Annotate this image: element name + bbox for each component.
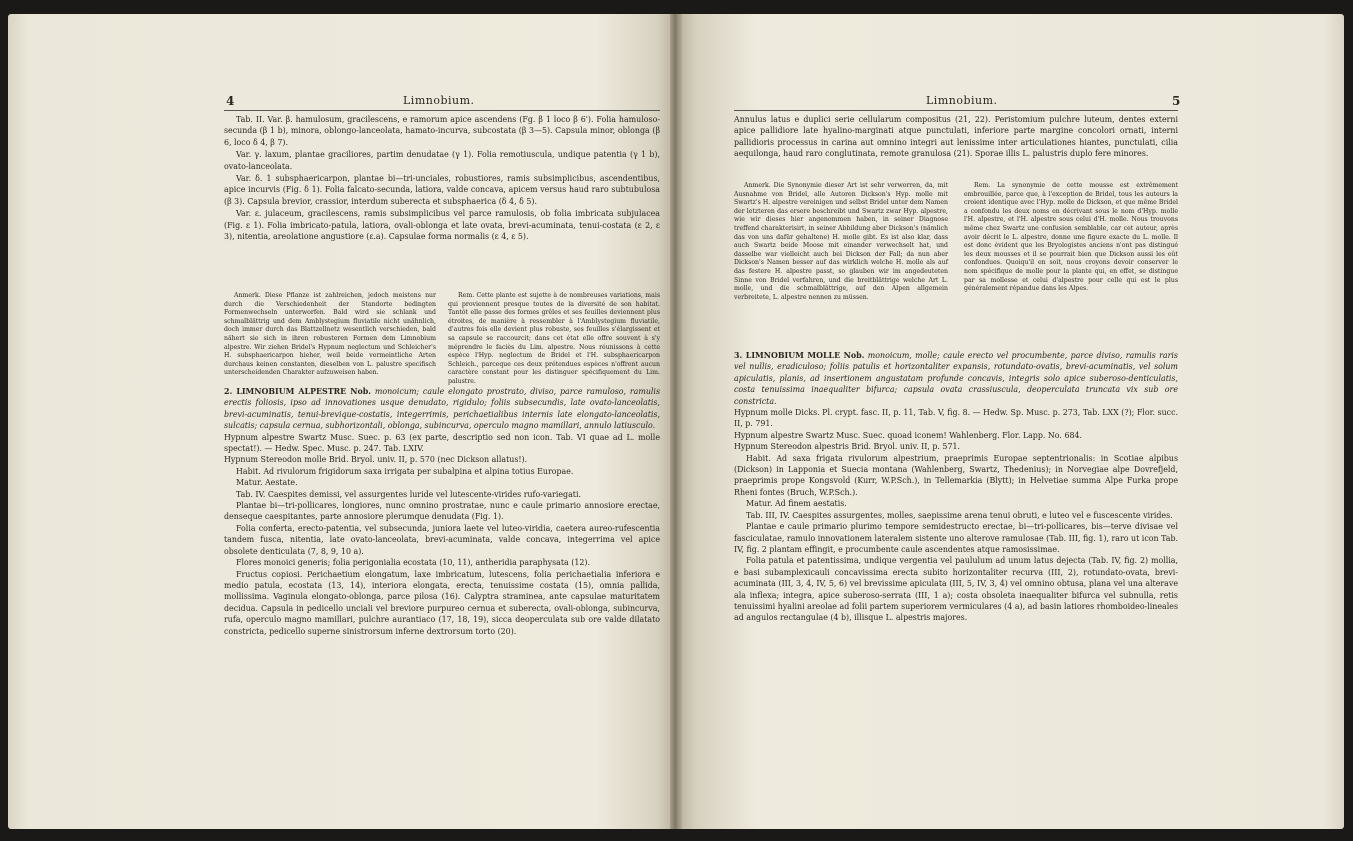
header-rule bbox=[734, 110, 1178, 111]
maturity: Matur. Aestate. bbox=[236, 478, 298, 488]
note-german: Anmerk. Die Synonymie dieser Art ist sehr verworren, da, mit Ausnahme von Bridel, alle Autoren Dickson's Hyp. molle mit Swartz's H. alpestre vereinigen und selbst Bridel unter dem Namen der letzteren das ersere beschreibt und Swartz zwar Hyp. alpestre, wie wir dieses hier angenommen haben, in seiner Diagnose treffend charakterisirt, in seiner Abbildung aber Dickson's (nämlich das von uns dafür gehaltene) H. molle gibt. Es ist also klar, dass auch Swartz beide Moose mit einander verwechselt hat, und dasselbe war vielleicht auch bei Dickson der Fall; da nun aber Dickson's Namen besser auf das wirklich welche H. molle als auf das festere H. alpestre passt, so glauben wir im angedeuteten Sinne von Bridel verfahren, und die breitblättrige welche Art L. molle, und die schmalblättrige, auf den Alpen allgemein verbreitete, L. alpestre nennen zu müssen. bbox=[734, 182, 948, 301]
species-entry bbox=[224, 386, 660, 637]
variety-paragraph: Var. δ. 1 subsphaericarpon, plantae bi—tri-unciales, robustiores, ramis subsimplicibus, ascendentibus, apice incurvis (Fig. δ 1). Folia falcato-secunda, latiora, valde concava, apicem versus haud raro subtubulosa (β 3). Capsula brevior, crassior, interdum suberecta et subsphaerica (δ 4, δ 5). bbox=[224, 174, 660, 206]
note-german: Anmerk. Diese Pflanze ist zahlreichen, jedoch meistens nur durch die Verschiedenheit der Standorte bedingten Formenwechseln unterworfen. Bald wird sie schlank und schmalblättrig und dem Amblystegium fluviatile nicht unähnlich, doch immer durch das Blattzellnetz wesentlich verschieden, bald nähert sie sich in ihren robusteren Formen dem Limnobium alpestre. Wir ziehen Bridel's Hypnum neglectum und Schleicher's H. subsphaericarpon hieher, weil beide vermeintliche Arten durchaus keinen constanten, dieselben von L. palustre specifisch unterscheidenden Charakter aufzuweisen haben. bbox=[224, 292, 436, 377]
maturity: Matur. Ad finem aestatis. bbox=[746, 499, 847, 509]
species-diagnosis: monoicum, molle; caule erecto vel procumbente, parce diviso, ramulis raris vel nullis, eradiculoso; foliis patulis et horizontaliter expansis, rotundato-ovatis, brevi-acuminatis, vel solum apiculatis, planis, ad insertionem angustatam profunde concavis, integris solo apice suberoso-denticulatis, costa tenuissima inaequaliter bifurca; capsula ovata crassiuscula, deoperculata truncata vix sub ore constricta. bbox=[734, 351, 1178, 406]
synonym: Hypnum alpestre Swartz Musc. Suec. quoad iconem! Wahlenberg. Flor. Lapp. No. 684. bbox=[734, 430, 1083, 440]
description-paragraph: Fructus copiosi. Perichaetium elongatum, laxe imbricatum, lutescens, folia perichaetialia inferiora e medio patula, ecostata (13, 14), interiora elongata, erecta, tenuissime costata (15), omnia pallida, mollissima. Vaginula elongato-oblonga, parce pilosa (16). Calyptra straminea, ante capsulae maturitatem decidua. Capsula in pedicello unciali vel breviore purpureo cernua et suberecta, ovali-oblonga, subincurva, rufa, operculo magno mamillari, pulchre aurantiaco (17, 18, 19), sicca deoperculata sub ore valde dilatato constricta, pedicello superne sinistrorsum inferne dextrorsum torto (20). bbox=[224, 569, 660, 636]
description-paragraph: Plantae bi—tri-pollicares, longiores, nunc omnino prostratae, nunc e caule primario annosiore erectae, denseque caespitantes, parte annosiore plerumque denudata (Fig. 1). bbox=[224, 501, 660, 522]
description-paragraph: Tab. III, IV. Caespites assurgentes, molles, saepissime arena tenui obruti, e luteo vel e fuscescente virides. bbox=[746, 510, 1173, 520]
left-page bbox=[8, 14, 676, 829]
running-head: Limnobium. bbox=[403, 94, 475, 107]
variety-paragraph: Var. ε. julaceum, gracilescens, ramis subsimplicibus vel parce ramulosis, ob folia imbricata subjulacea (Fig. ε 1). Folia imbricato-patula, latiora, ovali-oblonga et late ovata, brevi-acuminata, tenui-costata (ε 2, ε 3), nitentia, areolatione angustiore (ε.a). Capsulae forma normalis (ε 4, ε 5). bbox=[224, 209, 660, 242]
description-paragraph: Plantae e caule primario plurimo tempore semidestructo erectae, bi—tri-pollicares, bis—terve divisae vel fasciculatae, ramulo innovationem lateralem sistente uno alterove ramulosae (Tab. III, fig. 1), raro ut icon Tab. IV, fig. 2 plantam effingit, e procumbente caule ascendentes atque ramosissimae. bbox=[734, 522, 1178, 554]
note-french: Rem. Cette plante est sujette à de nombreuses variations, mais qui proviennent presque toutes de la diversité de son habitat. Tantôt elle passe des formes grêles et ses feuilles deviennent plus étroites, de manière à ressembler à l'Amblystegium fluviatile, d'autres fois elle devient plus robuste, ses feuilles s'élargissent et sa capsule se raccourcit; dans cet état elle offre souvent à s'y méprendre le faciès du Lim. alpestre. Nous réunissons à cette espèce l'Hyp. neglectum de Bridel et l'H. subsphaericarpon Schleich., parceque ces deux prétendues espèces n'offrent aucun caractère constant pour les distinguer spécifiquement du Lim. palustre. bbox=[448, 292, 660, 385]
species-diagnosis: monoicum; caule elongato prostrato, diviso, parce ramuloso, ramulis erectis foliosis, ipso ad innovationes usque denudato, rigidulo; foliis subsecundis, late ovato-lanceolatis, brevi-acuminatis, tenui-brevique-costatis, integerrimis, perichaetialibus internis late elongato-lanceolatis, sulcatis; capsula cernua, subhorizontali, oblonga, subincurva, operculo magno mamillari, annulo latiusculo. bbox=[224, 387, 660, 431]
description-paragraph: Folia conferta, erecto-patentia, vel subsecunda, juniora laete vel luteo-viridia, caetera aureo-rufescentia tandem fusca, nitentia, late ovato-lanceolata, brevi-acuminata, valde concava, integerrima vel apice obsolete denticulata (7, 8, 9, 10 a). bbox=[224, 523, 660, 556]
description-paragraph: Folia patula et patentissima, undique vergentia vel paululum ad unum latus dejecta (Tab. IV, fig. 2) mollia, e basi subamplexicauli concavissima erecta subito horizontaliter recurva (III, 2), rotundato-ovata, brevi-acuminata (III, 3, 4, IV, 5, 6) vel brevissime apiculata (III, 5, IV, 3, 4) vel omnino obtusa, plana vel una alterave ala inflexa; integra, apice suberoso-serrata (III, 1 a); costa obsoleta inaequaliter bifurca vel subnulla, retis tenuissimi hyalini areolae ad folii partem superiorem vermiculares (4 a), ad basin latiores rhomboideo-lineales ad angulos rectangulae (4 b), illisque L. alpestris majores. bbox=[734, 556, 1178, 623]
synonym: Hypnum molle Dicks. Pl. crypt. fasc. II, p. 11, Tab. V, fig. 8. — Hedw. Sp. Musc. p. 273, Tab. LXX (?); Flor. succ. II, p. 791. bbox=[734, 408, 1178, 429]
variety-paragraph: Tab. II. Var. β. hamulosum, gracilescens, e ramorum apice ascendens (Fg. β 1 loco β 6'). Folia hamuloso-secunda (β 1 b), minora, oblongo-lanceolata, hamato-incurva, subcostata (β 3—5). Capsula minor, oblonga (β 6, loco δ 4, β 7). bbox=[224, 115, 660, 147]
page-number: 4 bbox=[226, 94, 235, 108]
description-paragraph: Tab. IV. Caespites demissi, vel assurgentes luride vel lutescente-virides rufo-variegati. bbox=[236, 489, 581, 499]
species-entry bbox=[734, 350, 1178, 624]
species-title: 2. LIMNOBIUM ALPESTRE Nob. bbox=[224, 387, 372, 396]
habitat: Habit. Ad rivulorum frigidorum saxa irrigata per subalpina et alpina totius Europae. bbox=[236, 466, 574, 476]
intro-block bbox=[734, 114, 1178, 161]
habitat: Habit. Ad saxa frigata rivulorum alpestrium, praeprimis Europae septentrionalis: in Scotiae alpibus (Dickson) in Lapponia et Suecia montana (Wahlenberg, Swartz, Thedenius); in Norvegiae alpe Dovrefjeld, praeprimis prope Kongsvold (Kurr, W.P.Sch.), in Tellemarkia (Blytt); in Helvetiae summa Alpe Furka prope Rheni fontes (Bruch, W.P.Sch.). bbox=[734, 453, 1178, 497]
synonym: Hypnum Stereodon molle Brid. Bryol. univ. II, p. 570 (nec Dickson allatus!). bbox=[224, 455, 528, 465]
varieties-block bbox=[224, 114, 660, 243]
species-title: 3. LIMNOBIUM MOLLE Nob. bbox=[734, 351, 865, 360]
variety-paragraph: Var. γ. laxum, plantae graciliores, partim denudatae (γ 1). Folia remotiuscula, undique patentia (γ 1 b), ovato-lanceolata. bbox=[224, 150, 660, 171]
intro-paragraph: Annulus latus e duplici serie cellularum compositus (21, 22). Peristomium pulchre luteum, dentes externi apice pallidiore late hyalino-marginati atque punctulati, inferiore parte margine concolori ornati, interni pallidioris processus in carina aut omnino integri aut lenissime inter articulationes hiantes, punctulati, cilia aequilonga, haud raro conglutinata, remote granulosa (21). Sporae illis L. palustris duplo fere minores. bbox=[734, 115, 1178, 159]
running-head: Limnobium. bbox=[926, 94, 998, 107]
synonym: Hypnum Stereodon alpestris Brid. Bryol. univ. II, p. 571. bbox=[734, 442, 960, 452]
synonym: Hypnum alpestre Swartz Musc. Suec. p. 63 (ex parte, descriptio sed non icon. Tab. VI quae ad L. molle spectat!). — Hedw. Spec. Musc. p. 247. Tab. LXIV. bbox=[224, 432, 660, 454]
description-paragraph: Flores monoici generis; folia perigonialia ecostata (10, 11), antheridia paraphysata (12). bbox=[236, 558, 590, 568]
page-number: 5 bbox=[1172, 94, 1181, 108]
book-gutter bbox=[670, 14, 682, 829]
header-rule bbox=[224, 110, 660, 111]
right-page bbox=[676, 14, 1344, 829]
note-french: Rem. La synonymie de cette mousse est extrêmement embrouillée, parce que, à l'exception de Bridel, tous les auteurs la croient identique avec l'Hyp. molle de Dickson, et que même Bridel a confondu les deux noms en décrivant sous le nom d'Hyp. molle l'H. alpestre, et l'H. alpestre sous celui d'H. molle. Nous trouvons même chez Swartz une confusion semblable, car cet auteur, après avoir décrit le L. alpestre, donne une figure exacte du L. molle. Il est donc évident que les Bryologistes anciens n'ont pas distingué les deux mousses et il se pourrait bien que Dickson aussi les eût confondues. Quoiqu'il en soit, nous croyons devoir conserver le nom spécifique de molle pour la plante qui, en effet, se distingue par sa mollesse et celui d'alpestre pour celle qui est le plus généralement répandue dans les Alpes. bbox=[964, 182, 1178, 293]
